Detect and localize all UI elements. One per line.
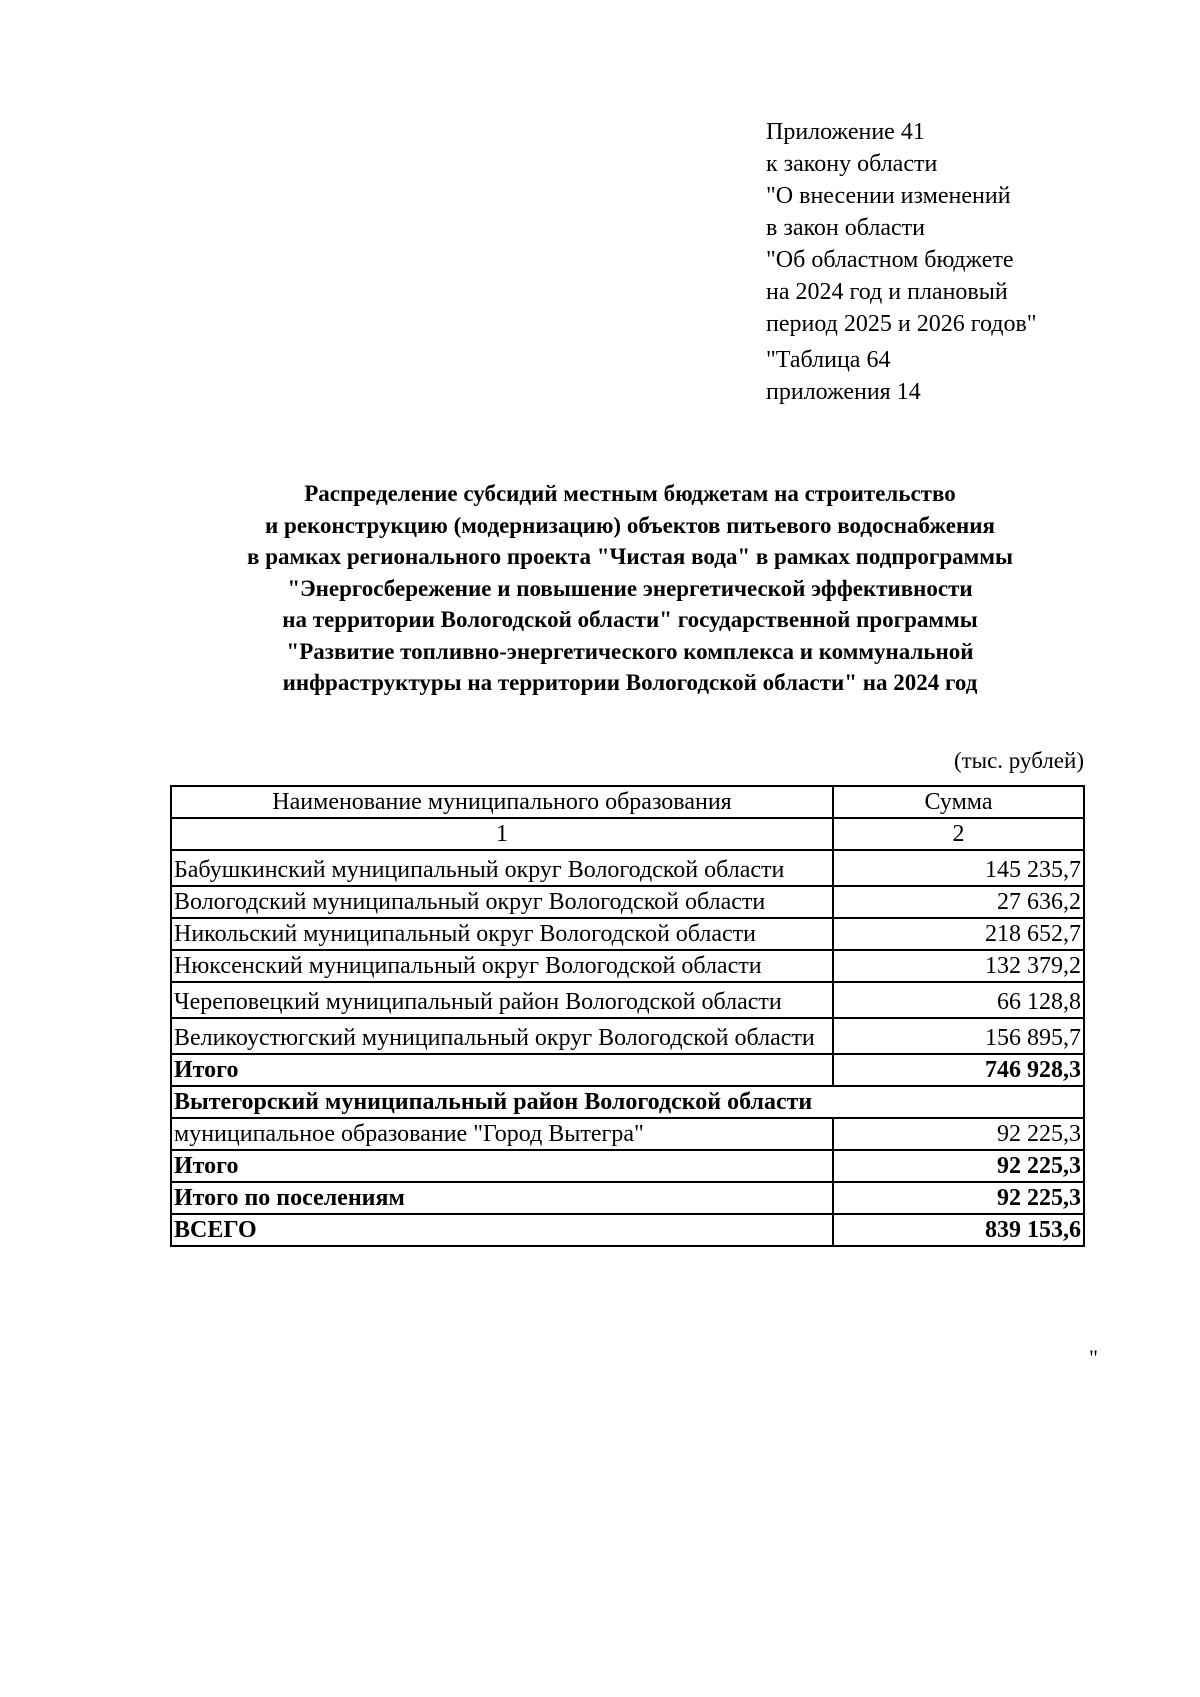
appendix-line: к закону области bbox=[766, 151, 938, 177]
table-row bbox=[171, 850, 1084, 886]
row-sum: 839 153,6 bbox=[833, 1214, 1084, 1246]
row-name: Итого по поселениям bbox=[171, 1182, 833, 1214]
row-name: Итого bbox=[171, 1150, 833, 1182]
row-sum: 92 225,3 bbox=[833, 1150, 1084, 1182]
appendix-line: "О внесении изменений bbox=[766, 183, 1011, 209]
units-label: (тыс. рублей) bbox=[953, 748, 1084, 773]
row-sum: 92 225,3 bbox=[833, 1182, 1084, 1214]
row-sum: 92 225,3 bbox=[833, 1118, 1084, 1150]
title-line: и реконструкцию (модернизацию) объектов питьевого водоснабжения bbox=[265, 512, 995, 538]
row-name: Вытегорский муниципальный район Вологодской области bbox=[171, 1086, 833, 1118]
subtotal-row bbox=[171, 1182, 1084, 1214]
row-name: Вологодский муниципальный округ Вологодской области bbox=[171, 886, 833, 918]
appendix-line: "Об областном бюджете bbox=[766, 247, 1014, 273]
row-sum: 132 379,2 bbox=[833, 950, 1084, 982]
appendix-line: на 2024 год и плановый bbox=[766, 279, 1008, 305]
table-row bbox=[171, 918, 1084, 950]
title-line: на территории Вологодской области" государственной программы bbox=[282, 607, 978, 632]
row-sum: 66 128,8 bbox=[833, 982, 1084, 1018]
subtotal-row bbox=[171, 1054, 1084, 1086]
table-row bbox=[171, 950, 1084, 982]
row-name: Итого bbox=[171, 1054, 833, 1086]
closing-quote: " bbox=[1089, 1345, 1098, 1370]
table-row bbox=[171, 886, 1084, 918]
table-row bbox=[171, 982, 1084, 1018]
title-line: "Энергосбережение и повышение энергетической эффективности bbox=[287, 575, 973, 601]
title-line: Распределение субсидий местным бюджетам на строительство bbox=[304, 481, 956, 506]
title-line: "Развитие топливно-энергетического комплекса и коммунальной bbox=[286, 638, 974, 664]
row-sum: 156 895,7 bbox=[833, 1018, 1084, 1054]
document-title bbox=[100, 478, 1160, 699]
column-number-row bbox=[171, 818, 1084, 850]
row-name: Нюксенский муниципальный округ Вологодской области bbox=[171, 950, 833, 982]
table-row bbox=[171, 1118, 1084, 1150]
appendix-line: Приложение 41 bbox=[766, 119, 925, 145]
table-ref-line: "Таблица 64 bbox=[766, 347, 891, 373]
row-sum: 746 928,3 bbox=[833, 1054, 1084, 1086]
table-header-row bbox=[171, 786, 1084, 818]
row-name: ВСЕГО bbox=[171, 1214, 833, 1246]
appendix-line: в закон области bbox=[766, 215, 925, 241]
group-header-row bbox=[171, 1086, 1084, 1118]
subtotal-row bbox=[171, 1150, 1084, 1182]
appendix-header bbox=[766, 116, 1037, 408]
row-sum: 218 652,7 bbox=[833, 918, 1084, 950]
row-name: Никольский муниципальный округ Вологодской области bbox=[171, 918, 833, 950]
title-line: инфраструктуры на территории Вологодской области" на 2024 год bbox=[282, 670, 978, 695]
appendix-line: период 2025 и 2026 годов" bbox=[766, 311, 1037, 337]
table-ref-line: приложения 14 bbox=[766, 379, 921, 405]
total-row bbox=[171, 1214, 1084, 1246]
row-name: Череповецкий муниципальный район Вологодской области bbox=[171, 982, 833, 1018]
row-sum bbox=[833, 1086, 1084, 1118]
table-row bbox=[171, 1018, 1084, 1054]
row-sum: 27 636,2 bbox=[833, 886, 1084, 918]
row-name: Великоустюгский муниципальный округ Вологодской области bbox=[171, 1018, 833, 1054]
header-name: Наименование муниципального образования bbox=[171, 786, 833, 818]
row-name: муниципальное образование "Город Вытегра" bbox=[171, 1118, 833, 1150]
col-number: 2 bbox=[833, 818, 1084, 850]
row-name: Бабушкинский муниципальный округ Вологодской области bbox=[171, 850, 833, 886]
col-number: 1 bbox=[171, 818, 833, 850]
title-line: в рамках регионального проекта "Чистая вода" в рамках подпрограммы bbox=[247, 544, 1013, 569]
subsidy-table bbox=[170, 785, 1085, 1247]
header-sum: Сумма bbox=[833, 786, 1084, 818]
row-sum: 145 235,7 bbox=[833, 850, 1084, 886]
